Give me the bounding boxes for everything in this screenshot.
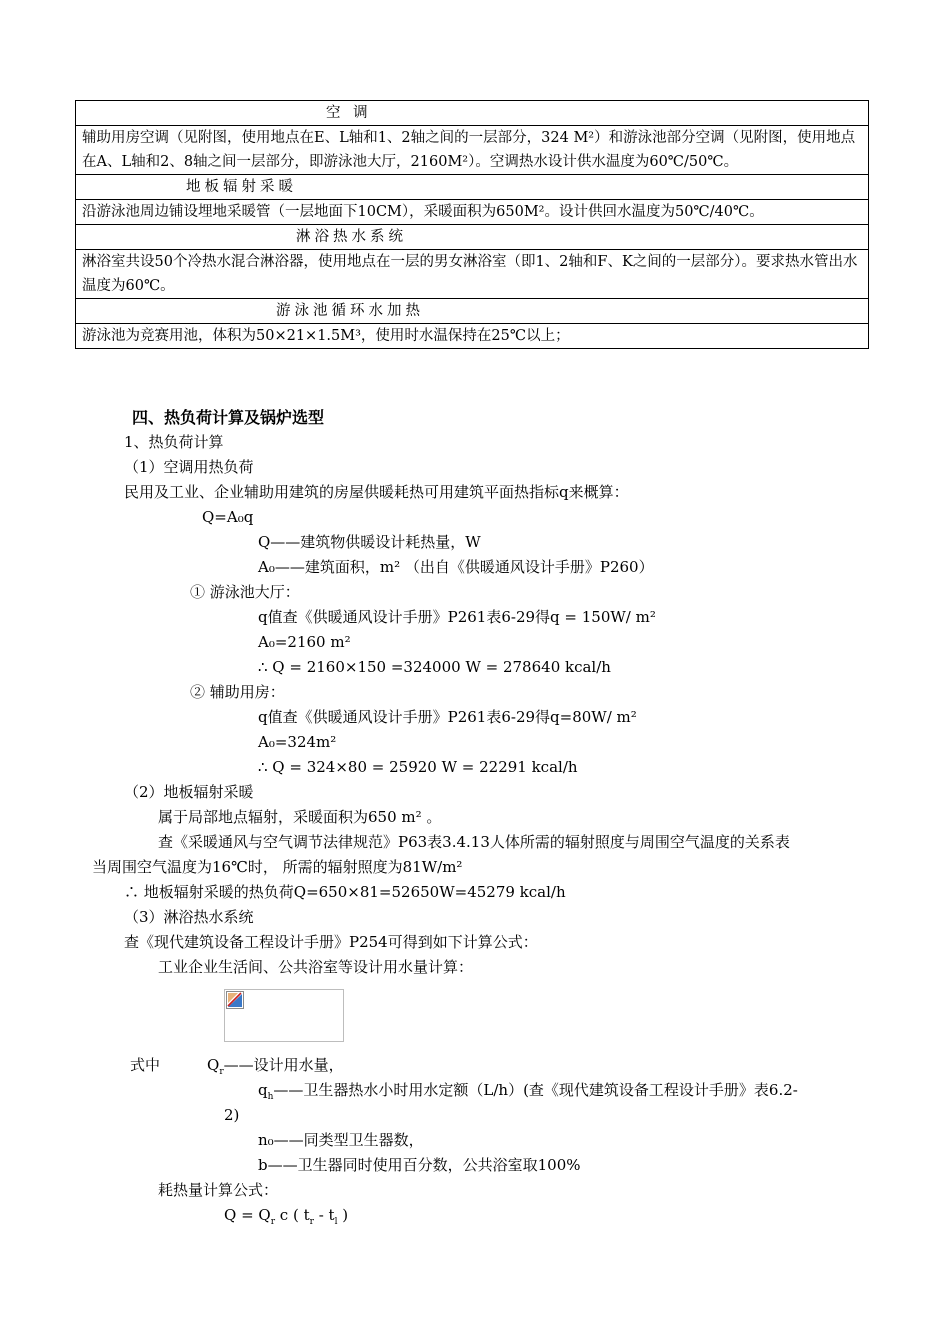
paragraph-text: 查《采暖通风与空气调节法律规范》P63表3.4.13人体所需的辐射照度与周围空气温度的关系表: [158, 833, 790, 851]
formula-image-placeholder: [224, 989, 344, 1042]
section-header-cell: 地板辐射采暖: [76, 175, 869, 200]
table-header-row: [76, 175, 869, 200]
section-heading: 四、热负荷计算及锅炉选型: [132, 408, 325, 427]
project-spec-table: [75, 100, 869, 349]
calc-line: A₀=324m²: [258, 733, 337, 751]
definition-line: 2): [224, 1106, 240, 1124]
definition-line: Q——建筑物供暖设计耗热量，W: [258, 533, 481, 551]
paragraph-title: （1）空调用热负荷: [124, 458, 254, 476]
definition-line: A₀——建筑面积，m² （出自《供暖通风设计手册》P260）: [258, 558, 654, 576]
section-header-cell: 淋浴热水系统: [76, 225, 869, 250]
table-header-row: [76, 101, 869, 126]
calc-line: A₀=2160 m²: [258, 633, 351, 651]
calc-line: q值查《供暖通风设计手册》P261表6-29得q=80W/ m²: [258, 708, 637, 726]
broken-image-icon: [226, 991, 244, 1009]
section-body-cell: 沿游泳池周边铺设埋地采暖管（一层地面下10CM），采暖面积为650M²。设计供回水温度为50℃/40℃。: [76, 200, 869, 225]
definition-line: n₀——同类型卫生器数，: [258, 1131, 424, 1149]
calc-result: ∴ Q = 2160×150 =324000 W = 278640 kcal/h: [258, 658, 611, 676]
paragraph-text: 属于局部地点辐射，采暖面积为650 m² 。: [158, 808, 442, 826]
definition-line: b——卫生器同时使用百分数，公共浴室取100%: [258, 1156, 581, 1174]
section-body-cell: 游泳池为竞赛用池，体积为50×21×1.5M³，使用时水温保持在25℃以上；: [76, 324, 869, 349]
paragraph-text: 耗热量计算公式：: [158, 1181, 279, 1199]
section-body-cell: 淋浴室共设50个冷热水混合淋浴器，使用地点在一层的男女淋浴室（即1、2轴和F、K之间的一层部分）。要求热水管出水温度为60℃。: [76, 250, 869, 299]
case-title: ② 辅助用房：: [190, 683, 285, 701]
paragraph-title: （2）地板辐射采暖: [124, 783, 254, 801]
calc-line: q值查《供暖通风设计手册》P261表6-29得q = 150W/ m²: [258, 608, 656, 626]
case-title: ① 游泳池大厅：: [190, 583, 300, 601]
formula-line: Q=A₀q: [202, 508, 254, 526]
table-row: [76, 250, 869, 299]
table-header-row: [76, 299, 869, 324]
subsection-title: 1、热负荷计算: [124, 433, 224, 451]
paragraph-text: 当周围空气温度为16℃时， 所需的辐射照度为81W/m²: [92, 858, 463, 876]
table-row: [76, 126, 869, 175]
paragraph-text: 查《现代建筑设备工程设计手册》P254可得到如下计算公式：: [124, 933, 538, 951]
where-label: 式中: [130, 1056, 161, 1074]
section-header-cell: 游泳池循环水加热: [76, 299, 869, 324]
table-header-row: [76, 225, 869, 250]
calc-result: ∴ 地板辐射采暖的热负荷Q=650×81=52650W=45279 kcal/h: [124, 883, 566, 901]
paragraph-text: 民用及工业、企业辅助用建筑的房屋供暖耗热可用建筑平面热指标q来概算：: [124, 483, 629, 501]
table-row: [76, 200, 869, 225]
formula-line: $Q = Q_r$ c ( $t_r - t_l$ ): [224, 1206, 349, 1227]
definition-line: $Q_r——$设计用水量，: [207, 1056, 344, 1077]
section-body-cell: 辅助用房空调（见附图，使用地点在E、L轴和1、2轴之间的一层部分，324 M²）和游泳池部分空调（见附图，使用地点在A、L轴和2、8轴之间一层部分，即游泳池大厅，2160M²）。空调热水设计供水温度为60℃/50℃。: [76, 126, 869, 175]
calc-result: ∴ Q = 324×80 = 25920 W = 22291 kcal/h: [258, 758, 578, 776]
definition-line: $q_h——$卫生器热水小时用水定额（L/h）(查《现代建筑设备工程设计手册》表6.2-: [258, 1081, 798, 1102]
paragraph-text: 工业企业生活间、公共浴室等设计用水量计算：: [158, 958, 474, 976]
paragraph-title: （3）淋浴热水系统: [124, 908, 254, 926]
table-row: [76, 324, 869, 349]
section-header-cell: 空 调: [76, 101, 869, 126]
